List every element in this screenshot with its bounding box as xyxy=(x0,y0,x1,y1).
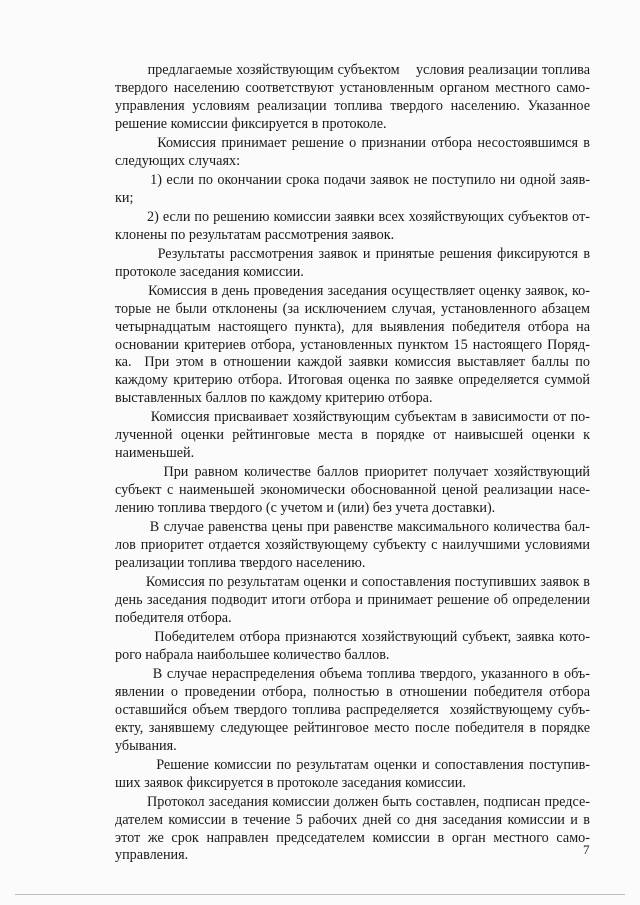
paragraph-12: В случае нераспределения объема топлива твердого, указанного в объ-явлении о проведении отбора, полностью в отношении победителя отбора оставшийся объем твердого топлива распределяется хозяйствующему субъ-екту, занявшему следующее рейтинговое место после победителя в порядке убывания. xyxy=(115,665,594,754)
paragraph-6: Комиссия в день проведения заседания осуществляет оценку заявок, ко-торые не были отклонены (за исключением случая, установленного абзацем четырнадцатым настоящего пункта), для выявления победителя отбора на основании критериев отбора, установленных пунктом 15 настоящего Поряд-ка. При этом в отношении каждой заявки комиссия выставляет баллы по каждому критерию отбора. Итоговая оценка по заявке определяется суммой выставленных баллов по каждому критерию отбора. xyxy=(115,282,594,407)
page-number: 7 xyxy=(583,842,590,857)
paragraph-10: Комиссия по результатам оценки и сопоставления поступивших заявок в день заседания подводит итоги отбора и принимает решение об определении победителя отбора. xyxy=(115,574,594,626)
document-body xyxy=(115,62,594,867)
paragraph-7: Комиссия присваивает хозяйствующим субъектам в зависимости от по-лученной оценки рейтинговые места в порядке от наивысшей оценки к наименьшей. xyxy=(115,409,594,462)
paragraph-14: Протокол заседания комиссии должен быть составлен, подписан предсе-дателем комиссии в течение 5 рабочих дней со дня заседания комиссии и в этот же срок направлен председателем комиссии в орган местного само-управления. xyxy=(115,793,594,864)
paragraph-9: В случае равенства цены при равенстве максимального количества бал-лов приоритет отдается хозяйствующему субъекту с наилучшими условиями реализации топлива твердого населению. xyxy=(115,519,594,571)
paragraph-5: Результаты рассмотрения заявок и принятые решения фиксируются в протоколе заседания комиссии. xyxy=(115,245,594,280)
scan-edge-divider xyxy=(15,894,625,895)
paragraph-4: 2) если по решению комиссии заявки всех хозяйствующих субъектов от-клонены по результатам рассмотрения заявок. xyxy=(115,208,590,243)
paragraph-3: 1) если по окончании срока подачи заявок не поступило ни одной заяв-ки; xyxy=(115,171,591,206)
paragraph-13: Решение комиссии по результатам оценки и сопоставления поступив-ших заявок фиксируется в протоколе заседания комиссии. xyxy=(115,756,590,791)
paragraph-8: При равном количестве баллов приоритет получает хозяйствующий субъект с наименьшей экономически обоснованной ценой реализации насе-лению топлива твердого (с учетом и (или) без учета доставки). xyxy=(115,464,594,517)
paragraph-2: Комиссия принимает решение о признании отбора несостоявшимся в следующих случаях: xyxy=(115,134,594,169)
paragraph-11: Победителем отбора признаются хозяйствующий субъект, заявка кото-рого набрала наибольшее количество баллов. xyxy=(115,628,590,663)
paragraph-1: предлагаемые хозяйствующим субъектом условия реализации топлива твердого населению соответствуют установленным органом местного само-управления условиям реализации топлива твердого населению. Указанное решение комиссии фиксируется в протоколе. xyxy=(115,62,594,132)
